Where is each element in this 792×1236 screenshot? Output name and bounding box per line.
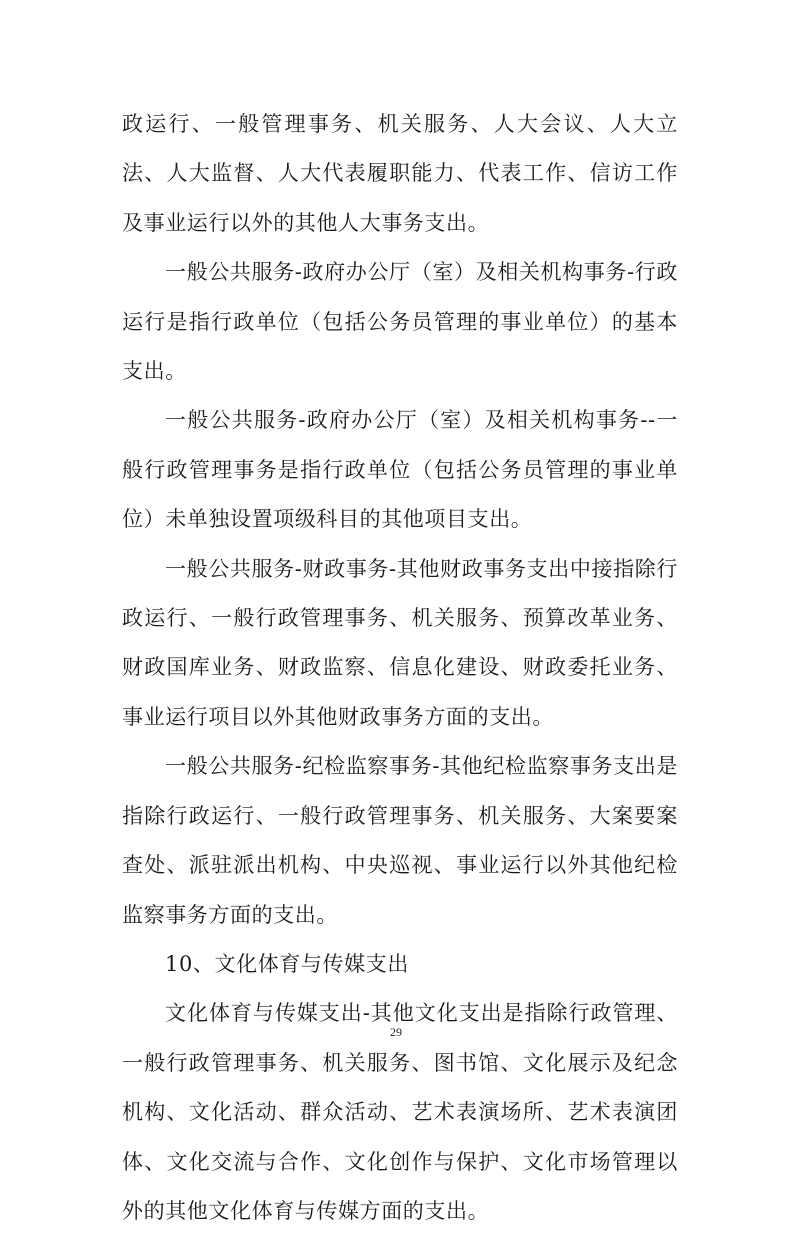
- paragraph-culture-other-expenses: 文化体育与传媒支出-其他文化支出是指除行政管理、一般行政管理事务、机关服务、图书馆、文化展示及纪念机构、文化活动、群众活动、艺术表演场所、艺术表演团体、文化交流与合作、文化创作与保护、文化市场管理以外的其他文化体育与传媒方面的支出。: [122, 1001, 678, 1223]
- page-number: 29: [390, 1025, 402, 1039]
- paragraph-discipline-inspection-other: 一般公共服务-纪检监察事务-其他纪检监察事务支出是指除行政运行、一般行政管理事务、机关服务、大案要案查处、派驻派出机构、中央巡视、事业运行以外其他纪检监察事务方面的支出。: [122, 754, 678, 927]
- paragraph-finance-other-expenses: 一般公共服务-财政事务-其他财政事务支出中接指除行政运行、一般行政管理事务、机关服务、预算改革业务、财政国库业务、财政监察、信息化建设、财政委托业务、事业运行项目以外其他财政事务方面的支出。: [122, 556, 678, 729]
- paragraph-gov-office-general-admin: 一般公共服务-政府办公厅（室）及相关机构事务--一般行政管理事务是指行政单位（包括公务员管理的事业单位）未单独设置项级科目的其他项目支出。: [122, 408, 678, 532]
- document-body: [122, 100, 678, 1236]
- paragraph-gov-office-admin-operation: 一般公共服务-政府办公厅（室）及相关机构事务-行政运行是指行政单位（包括公务员管理的事业单位）的基本支出。: [122, 260, 678, 384]
- section-heading-culture-sports-media: 10、文化体育与传媒支出: [165, 951, 409, 976]
- paragraph-people-congress-expenses: 政运行、一般管理事务、机关服务、人大会议、人大立法、人大监督、人大代表履职能力、代表工作、信访工作及事业运行以外的其他人大事务支出。: [122, 112, 678, 235]
